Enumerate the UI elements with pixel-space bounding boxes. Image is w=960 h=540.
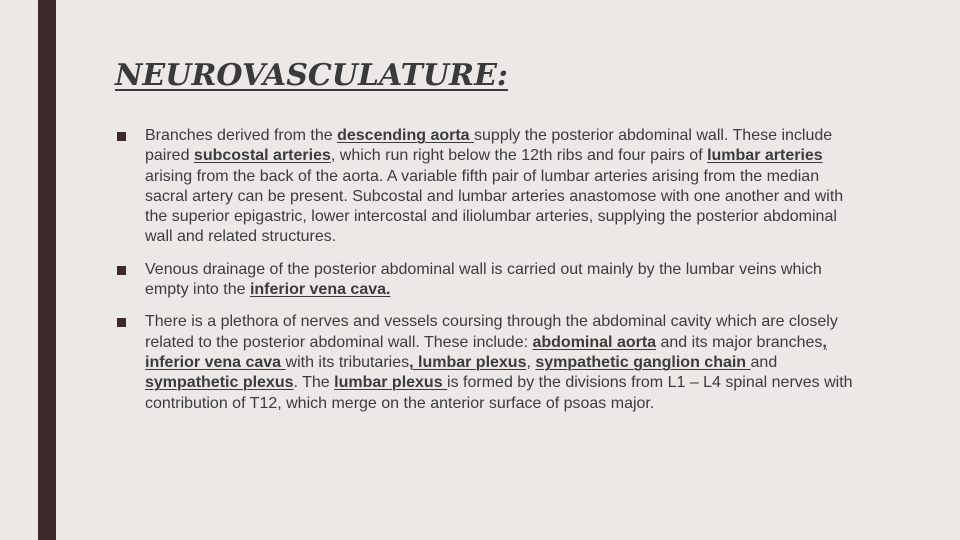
text-segment: , xyxy=(526,353,536,371)
text-segment: is formed by the divisions from L1 – L4 spinal nerves with contribution of T12, which merge on the anterior surface of psoas major. xyxy=(145,374,853,412)
text-segment: Venous drainage of the posterior abdominal wall is carried out mainly by the lumbar veins which empty into the xyxy=(145,260,822,299)
underlined-term: abdominal aorta xyxy=(532,333,657,351)
bullet-item xyxy=(113,312,858,413)
bullet-list xyxy=(113,126,858,426)
square-bullet-icon xyxy=(117,266,126,275)
underlined-term: subcostal arteries xyxy=(193,147,331,165)
bullet-item xyxy=(113,260,858,301)
text-segment: and xyxy=(750,353,778,371)
text-segment: . The xyxy=(293,374,335,392)
square-bullet-icon xyxy=(117,132,126,141)
square-bullet-icon xyxy=(117,318,126,327)
text-segment: with its tributaries xyxy=(285,353,410,371)
underlined-term: descending aorta xyxy=(337,127,475,144)
underlined-term: lumbar plexus xyxy=(334,374,448,392)
bullet-text xyxy=(145,312,858,413)
bullet-item xyxy=(113,126,858,248)
underlined-term: lumbar arteries xyxy=(707,147,823,165)
bullet-text xyxy=(145,260,858,301)
underlined-term: , lumbar plexus xyxy=(409,353,527,371)
text-segment: supply the posterior abdominal wall. These include paired xyxy=(145,127,833,165)
underlined-term: inferior vena cava. xyxy=(249,281,391,299)
text-segment: and its major branches xyxy=(656,333,823,351)
underlined-term: sympathetic plexus xyxy=(145,374,294,392)
underlined-term: , inferior vena cava xyxy=(145,333,827,371)
bullet-text xyxy=(145,126,858,248)
text-segment: , which run right below the 12th ribs and four pairs of xyxy=(330,147,708,165)
text-segment: arising from the back of the aorta. A variable fifth pair of lumbar arteries arising from the median sacral artery can be present. Subcostal and lumbar arteries anastomose with one another and with the superior epigastric, lower intercostal and iliolumbar arteries, supplying the posterior abdominal wall and related structures. xyxy=(145,167,844,246)
text-segment: There is a plethora of nerves and vessels coursing through the abdominal cavity which are closely related to the posterior abdominal wall. These include: xyxy=(145,313,838,351)
slide-title: NEUROVASCULATURE: xyxy=(115,58,509,93)
underlined-term: sympathetic ganglion chain xyxy=(535,353,751,371)
text-segment: Branches derived from the xyxy=(145,127,338,144)
accent-side-bar xyxy=(38,0,56,540)
